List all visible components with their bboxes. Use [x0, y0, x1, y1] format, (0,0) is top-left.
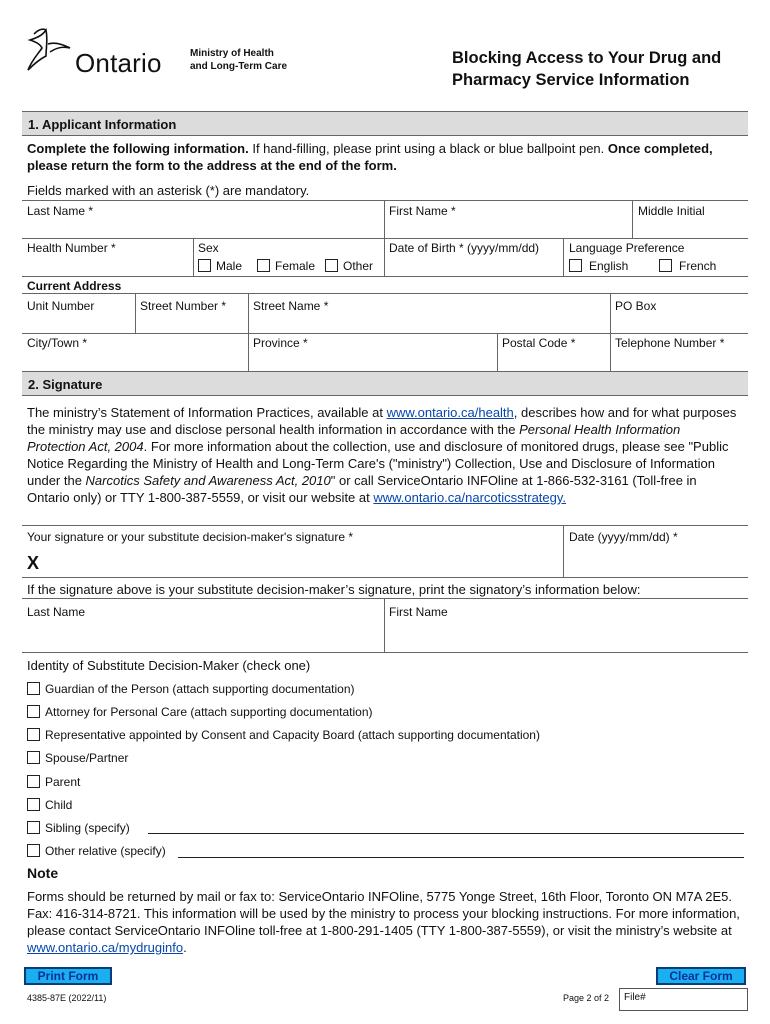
postal-code-label: Postal Code * — [502, 336, 576, 350]
unit-number-field[interactable] — [22, 314, 135, 332]
po-box-field[interactable] — [611, 314, 748, 332]
ontario-logo — [24, 26, 194, 76]
postal-code-field[interactable] — [498, 350, 610, 370]
unit-number-label: Unit Number — [27, 299, 95, 313]
other-relative-checkbox[interactable] — [27, 844, 40, 857]
street-number-field[interactable] — [136, 314, 248, 332]
province-label: Province * — [253, 336, 308, 350]
sex-male-label: Male — [216, 259, 243, 273]
print-form-button[interactable]: Print Form — [24, 967, 112, 985]
sex-label: Sex — [198, 241, 219, 255]
trillium-icon — [24, 26, 76, 74]
guardian-label: Guardian of the Person (attach supporting documentation) — [45, 682, 355, 696]
information-practices-text: The ministry’s Statement of Information Practices, available at www.ontario.ca/health, describes how and for what purposes the ministry may use and disclose personal health information in accordance with the Personal Health Information Protection Act, 2004. For more information about the collection, use and disclosure of monitored drugs, please see "Public Notice Regarding the Ministry of Health and Long-Term Care's ("ministry") Collection, Use and Disclosure of Information under the Narcotics Safety and Awareness Act, 2010" or call ServiceOntario INFOline at 1-866-532-3161 (Toll-free in Ontario only) or TTY 1-800-387-5559, or visit our website at www.ontario.ca/narcoticsstrategy. — [27, 405, 737, 505]
parent-label: Parent — [45, 775, 81, 789]
last-name-label: Last Name * — [27, 204, 94, 218]
street-number-label: Street Number * — [140, 299, 227, 313]
identity-heading: Identity of Substitute Decision-Maker (check one) — [27, 658, 311, 673]
middle-initial-field[interactable] — [633, 217, 748, 237]
section2-heading: 2. Signature — [22, 371, 748, 396]
current-address-heading: Current Address — [27, 279, 122, 293]
substitute-first-name-label: First Name — [389, 605, 448, 619]
note-heading: Note — [27, 865, 59, 881]
language-english-checkbox[interactable] — [569, 259, 582, 272]
child-checkbox[interactable] — [27, 798, 40, 811]
language-french-checkbox[interactable] — [659, 259, 672, 272]
language-french-label: French — [679, 259, 717, 273]
street-name-label: Street Name * — [253, 299, 329, 313]
health-link[interactable]: www.ontario.ca/health — [386, 405, 514, 420]
signature-label: Your signature or your substitute decision-maker's signature * — [27, 530, 354, 544]
representative-checkbox[interactable] — [27, 728, 40, 741]
other-relative-specify-field[interactable] — [178, 843, 744, 858]
form-code: 4385-87E (2022/11) — [27, 993, 107, 1003]
sex-female-label: Female — [275, 259, 316, 273]
signature-date-label: Date (yyyy/mm/dd) * — [569, 530, 678, 544]
section1-instructions: Complete the following information. If hand-filling, please print using a black or blue ballpoint pen. Once completed, please return the form to the address at the end of the form. — [27, 141, 713, 173]
section1-heading: 1. Applicant Information — [22, 111, 748, 136]
attorney-label: Attorney for Personal Care (attach supporting documentation) — [45, 705, 373, 719]
sex-other-label: Other — [343, 259, 374, 273]
representative-label: Representative appointed by Consent and Capacity Board (attach supporting documentation) — [45, 728, 540, 742]
narcotics-strategy-link[interactable]: www.ontario.ca/narcoticsstrategy. — [373, 490, 567, 505]
file-number-label: File# — [624, 992, 646, 1003]
signature-x-mark: X — [27, 553, 40, 573]
ministry-name: Ministry of Health and Long-Term Care — [190, 48, 288, 72]
sibling-specify-field[interactable] — [148, 820, 744, 834]
telephone-label: Telephone Number * — [615, 336, 725, 350]
mandatory-note: Fields marked with an asterisk (*) are mandatory. — [27, 183, 310, 198]
city-label: City/Town * — [27, 336, 88, 350]
signature-field[interactable] — [45, 548, 560, 574]
ontario-wordmark: Ontario — [75, 48, 162, 78]
street-name-field[interactable] — [249, 314, 610, 332]
sibling-checkbox[interactable] — [27, 821, 40, 834]
first-name-field[interactable] — [385, 217, 632, 237]
child-label: Child — [45, 798, 73, 812]
po-box-label: PO Box — [615, 299, 657, 313]
health-number-label: Health Number * — [27, 241, 116, 255]
substitute-first-name-field[interactable] — [385, 622, 748, 650]
guardian-checkbox[interactable] — [27, 682, 40, 695]
first-name-label: First Name * — [389, 204, 456, 218]
substitute-note: If the signature above is your substitute decision-maker’s signature, print the signatory’s information below: — [27, 582, 641, 597]
spouse-label: Spouse/Partner — [45, 751, 129, 765]
sex-male-checkbox[interactable] — [198, 259, 211, 272]
form-title: Blocking Access to Your Drug and Pharmacy Service Information — [452, 49, 722, 89]
province-field[interactable] — [249, 350, 497, 370]
substitute-last-name-label: Last Name — [27, 605, 86, 619]
note-text: Forms should be returned by mail or fax to: ServiceOntario INFOline, 5775 Yonge Street, 16th Floor, Toronto ON M7A 2E5. Fax: 416-314-8721. This information will be used by the ministry to process your blocking instructions. For more information, please contact ServiceOntario INFOline toll-free at 1-800-291-1405 (TTY 1-800-387-5559), or visit the ministry’s website at www.ontario.ca/mydruginfo. — [27, 889, 740, 955]
other-relative-label: Other relative (specify) — [45, 844, 166, 858]
substitute-last-name-field[interactable] — [22, 622, 383, 650]
signature-date-field[interactable] — [564, 548, 748, 574]
health-number-field[interactable] — [22, 254, 192, 274]
mydruginfo-link[interactable]: www.ontario.ca/mydruginfo — [27, 940, 184, 955]
dob-field[interactable] — [385, 254, 563, 274]
parent-checkbox[interactable] — [27, 775, 40, 788]
sibling-label: Sibling (specify) — [45, 821, 130, 835]
page-number: Page 2 of 2 — [563, 993, 610, 1003]
language-english-label: English — [589, 259, 629, 273]
telephone-field[interactable] — [611, 350, 748, 370]
sex-other-checkbox[interactable] — [325, 259, 338, 272]
middle-initial-label: Middle Initial — [638, 204, 705, 218]
city-field[interactable] — [22, 350, 248, 370]
last-name-field[interactable] — [22, 217, 384, 237]
spouse-checkbox[interactable] — [27, 751, 40, 764]
sex-female-checkbox[interactable] — [257, 259, 270, 272]
file-number-field[interactable] — [619, 988, 748, 1011]
language-label: Language Preference — [569, 241, 685, 255]
attorney-checkbox[interactable] — [27, 705, 40, 718]
clear-form-button[interactable]: Clear Form — [656, 967, 746, 985]
dob-label: Date of Birth * (yyyy/mm/dd) — [389, 241, 540, 255]
